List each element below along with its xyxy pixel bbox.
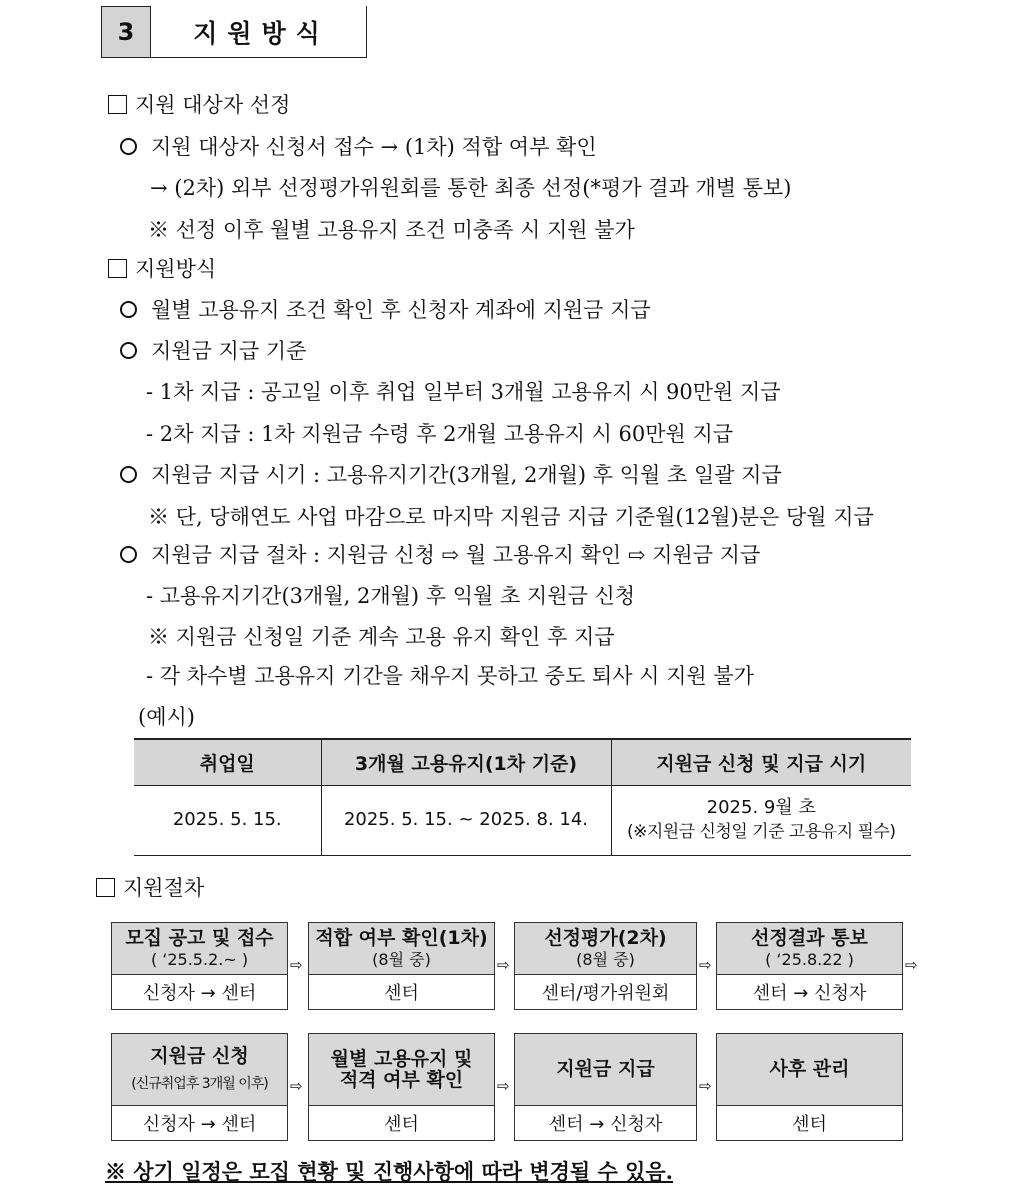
cell-timing [611, 785, 911, 855]
item-monthly-payment: 월별 고용유지 조건 확인 후 신청자 계좌에 지원금 지급 [120, 296, 651, 324]
arrow-right-icon: ⇨ [290, 1077, 303, 1095]
circle-bullet-icon [120, 138, 137, 155]
schedule-change-note: ※ 상기 일정은 모집 현황 및 진행사항에 따라 변경될 수 있음. [105, 1159, 673, 1184]
item-application-review: 지원 대상자 신청서 접수 → (1차) 적합 여부 확인 [120, 133, 597, 161]
step-aftercare: 사후 관리 센터 [716, 1033, 903, 1141]
section-number: 3 [101, 6, 151, 58]
arrow-right-icon: ⇨ [905, 956, 918, 974]
circle-bullet-icon [120, 342, 137, 359]
table-row [134, 785, 911, 855]
arrow-right-icon: ⇨ [699, 1077, 712, 1095]
note-selection-condition: ※ 선정 이후 월별 고용유지 조건 미충족 시 지원 불가 [148, 218, 635, 242]
note-continued-employment: ※ 지원금 신청일 기준 계속 고용 유지 확인 후 지급 [148, 625, 615, 649]
square-bullet-icon [96, 878, 115, 897]
cell-period: 2025. 5. 15. ~ 2025. 8. 14. [321, 785, 611, 855]
heading-support-method: 지원방식 [108, 255, 216, 283]
item-payment-timing: 지원금 지급 시기 : 고용유지기간(3개월, 2개월) 후 익월 초 일괄 지급 [120, 461, 782, 489]
item-payment-procedure: 지원금 지급 절차 : 지원금 신청 ⇨ 월 고용유지 확인 ⇨ 지원금 지급 [120, 541, 760, 569]
square-bullet-icon [108, 259, 127, 278]
item-payment-criteria: 지원금 지급 기준 [120, 337, 306, 365]
step-evaluation: 선정평가(2차) (8월 중) 센터/평가위원회 [514, 922, 697, 1010]
arrow-right-icon: ⇨ [497, 1077, 510, 1095]
arrow-right-icon: ⇨ [497, 956, 510, 974]
cell-hire-date: 2025. 5. 15. [134, 785, 321, 855]
circle-bullet-icon [120, 546, 137, 563]
header-period: 3개월 고용유지(1차 기준) [321, 739, 611, 785]
detail-resignation: - 각 차수별 고용유지 기간을 채우지 못하고 중도 퇴사 시 지원 불가 [146, 664, 754, 688]
detail-second-payment: - 2차 지급 : 1차 지원금 수령 후 2개월 고용유지 시 60만원 지급 [146, 422, 734, 446]
note-december: ※ 단, 당해연도 사업 마감으로 마지막 지원금 지급 기준월(12월)분은 당월 지급 [148, 505, 874, 529]
table-header-row [134, 739, 911, 785]
section-title: 지원방식 [151, 6, 367, 58]
header-hire-date: 취업일 [134, 739, 321, 785]
example-label: (예시) [138, 705, 195, 729]
detail-first-payment: - 1차 지급 : 공고일 이후 취업 일부터 3개월 고용유지 시 90만원 지급 [146, 380, 781, 404]
arrow-right-icon: ⇨ [699, 956, 712, 974]
example-table [134, 738, 911, 856]
step-monthly-check: 월별 고용유지 및 적격 여부 확인 센터 [308, 1033, 495, 1141]
step-result-notice: 선정결과 통보 ( ‘25.8.22 ) 센터 → 신청자 [716, 922, 903, 1010]
timing-value: 2025. 9월 초 [706, 797, 816, 818]
step-eligibility-check: 적합 여부 확인(1차) (8월 중) 센터 [308, 922, 495, 1010]
step-subsidy-payment: 지원금 지급 센터 → 신청자 [514, 1033, 697, 1141]
square-bullet-icon [108, 95, 127, 114]
heading-procedure: 지원절차 [96, 874, 204, 902]
step-subsidy-application: 지원금 신청 (신규취업후 3개월 이후) 신청자 → 센터 [111, 1033, 288, 1141]
step-recruit-notice: 모집 공고 및 접수 ( ‘25.5.2.~ ) 신청자 → 센터 [111, 922, 288, 1010]
detail-apply-after-period: - 고용유지기간(3개월, 2개월) 후 익월 초 지원금 신청 [146, 584, 636, 608]
item-final-selection: → (2차) 외부 선정평가위원회를 통한 최종 선정(*평가 결과 개별 통보) [150, 176, 792, 200]
timing-note: (※지원금 신청일 기준 고용유지 필수) [626, 822, 896, 842]
circle-bullet-icon [120, 466, 137, 483]
heading-selection: 지원 대상자 선정 [108, 91, 290, 119]
header-timing: 지원금 신청 및 지급 시기 [611, 739, 911, 785]
arrow-right-icon: ⇨ [290, 956, 303, 974]
circle-bullet-icon [120, 301, 137, 318]
